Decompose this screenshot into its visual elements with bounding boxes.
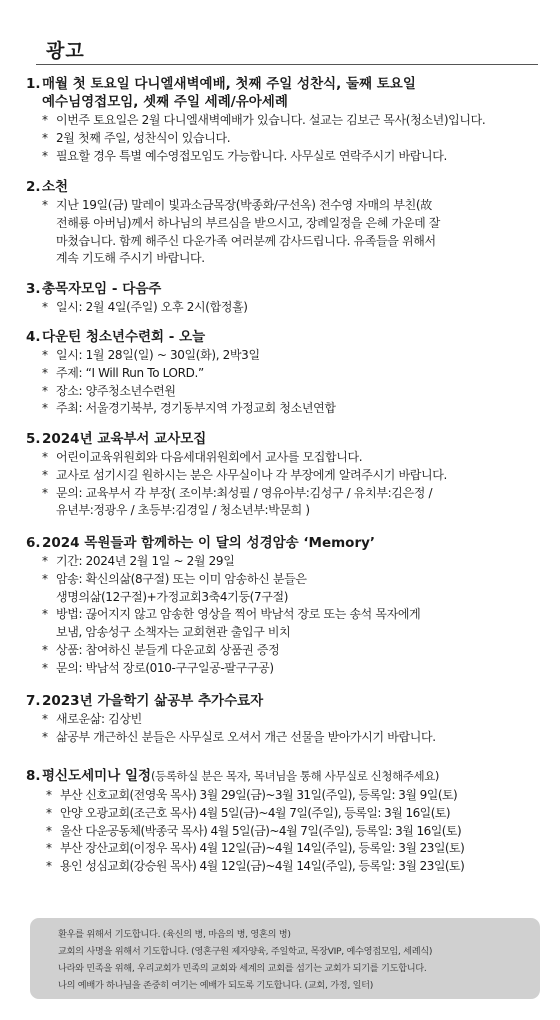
- list-item: [42, 383, 540, 401]
- list-item: [42, 711, 540, 729]
- section-title: 소천: [42, 179, 69, 195]
- list-item: [42, 347, 540, 365]
- section-5: [26, 430, 540, 520]
- item-text: 새로운삶: 김상빈: [56, 712, 142, 726]
- bullet-icon: *: [42, 607, 48, 622]
- item-continuation: 보냄, 암송성구 소책자는 교회현관 출입구 비치: [56, 625, 291, 640]
- item-text: 문의: 박남석 장로(010-구구일공-팔구구공): [56, 660, 274, 675]
- section-title: 총목자모임 - 다음주: [42, 281, 162, 297]
- item-text: 이번주 토요일은 2월 다니엘새벽예배가 있습니다. 설교는 김보근 목사(청소년)입니다.: [56, 113, 486, 127]
- section-1: [26, 75, 540, 165]
- prayer-line: 교회의 사명을 위해서 기도합니다. (영혼구원 제자양육, 주일학교, 목장VIP, 예수영접모임, 세례식): [58, 946, 433, 957]
- item-text: 방법: 끊어지지 않고 암송한 영상을 찍어 박남석 장로 또는 송석 목자에게: [56, 607, 421, 622]
- list-item: [46, 823, 540, 841]
- list-item: [42, 299, 540, 317]
- prayer-line: 나의 예배가 하나님을 존중히 여기는 예배가 되도록 기도합니다. (교회, 가정, 일터): [58, 980, 374, 991]
- section-6: [26, 534, 540, 678]
- section-number: 6.: [26, 535, 41, 551]
- section-number: 1.: [26, 76, 41, 92]
- list-item: [42, 467, 540, 485]
- item-text: 상품: 참여하신 분들게 다운교회 상품권 증정: [56, 642, 280, 657]
- bullet-icon: *: [46, 805, 52, 820]
- list-item: [46, 840, 540, 858]
- bullet-icon: *: [42, 130, 48, 145]
- prayer-line: 환우를 위해서 기도합니다. (육신의 병, 마음의 병, 영혼의 병): [58, 929, 291, 940]
- item-text: 장소: 양주청소년수련원: [56, 383, 176, 398]
- item-text: 필요할 경우 특별 예수영접모임도 가능합니다. 사무실로 연락주시기 바랍니다.: [56, 148, 447, 163]
- item-text: 기간: 2024년 2월 1일 ~ 2월 29일: [56, 554, 235, 568]
- bullet-icon: *: [42, 712, 48, 726]
- item-text: 암송: 확신의삶(8구절) 또는 이미 암송하신 분들은: [56, 571, 307, 586]
- section-2: [26, 178, 540, 268]
- section-number: 2.: [26, 179, 41, 195]
- section-number: 8.: [26, 768, 41, 784]
- section-number: 5.: [26, 431, 41, 447]
- section-3: [26, 280, 540, 317]
- list-item: [42, 130, 540, 148]
- bullet-icon: *: [42, 113, 48, 127]
- item-text: 문의: 교육부서 각 부장( 조이부:최성필 / 영유아부:김성구 / 유치부:김은정 /: [56, 485, 433, 500]
- bullet-icon: *: [42, 571, 48, 586]
- bullet-icon: *: [46, 859, 52, 874]
- item-text: 2월 첫째 주일, 성찬식이 있습니다.: [56, 130, 231, 145]
- item-continuation: 계속 기도해 주시기 바랍니다.: [56, 251, 205, 266]
- bullet-icon: *: [42, 148, 48, 163]
- list-item: [42, 571, 540, 589]
- page-title: 광고: [46, 40, 85, 62]
- item-continuation: 전해룡 아버님)께서 하나님의 부르심을 받으시고, 장례일정을 은혜 가운데 잘: [56, 215, 441, 230]
- item-continuation: 생명의삶(12구절)+가정교회3축4기둥(7구절): [56, 589, 289, 604]
- item-text: 부산 장산교회(이정우 목사) 4월 12일(금)~4월 14일(주일), 등록일: 3월 23일(토): [60, 841, 465, 856]
- section-title: 다운틴 청소년수련회 - 오늘: [42, 329, 206, 345]
- bullet-icon: *: [42, 660, 48, 675]
- section-8: [26, 767, 540, 876]
- section-title: 2024년 교육부서 교사모집: [42, 431, 207, 447]
- list-item: [42, 400, 540, 418]
- item-text: 지난 19일(금) 말레이 빛과소금목장(박종화/구선옥) 전수영 자매의 부친(故: [56, 198, 432, 212]
- section-title-note: (등록하실 분은 목자, 목녀님을 통해 사무실로 신청해주세요): [151, 769, 440, 783]
- section-4: [26, 328, 540, 418]
- section-number: 4.: [26, 329, 41, 345]
- bullet-icon: *: [42, 401, 48, 416]
- list-item: [46, 858, 540, 876]
- section-title: 2024 목원들과 함께하는 이 달의 성경암송 ‘Memory’: [42, 535, 376, 551]
- item-text: 용인 성심교회(강승원 목사) 4월 12일(금)~4월 14일(주일), 등록일: 3월 23일(토): [60, 859, 465, 874]
- bullet-icon: *: [42, 383, 48, 398]
- bullet-icon: *: [42, 485, 48, 500]
- section-7: [26, 692, 540, 747]
- section-title: 2023년 가을학기 삶공부 추가수료자: [42, 693, 264, 709]
- item-text: 안양 오광교회(조근호 목사) 4월 5일(금)~4월 7일(주일), 등록일: 3월 16일(토): [60, 805, 451, 820]
- section-number: 7.: [26, 693, 41, 709]
- section-title-text: 평신도세미나 일정: [42, 768, 152, 784]
- bullet-icon: *: [42, 450, 48, 464]
- list-item: [46, 787, 540, 805]
- list-item: [46, 805, 540, 823]
- item-continuation: 마쳤습니다. 함께 해주신 다운가족 여러분께 감사드립니다. 유족들을 위해서: [56, 233, 436, 248]
- list-item: [42, 642, 540, 660]
- item-text: 주최: 서울경기북부, 경기동부지역 가정교회 청소년연합: [56, 401, 336, 416]
- bullet-icon: *: [42, 300, 48, 314]
- list-item: [42, 112, 540, 130]
- bullet-icon: *: [46, 841, 52, 856]
- item-text: 일시: 2월 4일(주일) 오후 2시(합정홀): [56, 300, 248, 314]
- bullet-icon: *: [46, 823, 52, 838]
- list-item: [42, 660, 540, 678]
- item-text: 울산 다운공동체(박종국 목사) 4월 5일(금)~4월 7일(주일), 등록일: 3월 16일(토): [60, 823, 462, 838]
- item-text: 일시: 1월 28일(일) ~ 30일(화), 2박3일: [56, 348, 260, 362]
- list-item: [42, 197, 540, 215]
- item-text: 삶공부 개근하신 분들은 사무실로 오셔서 개근 선물을 받아가시기 바랍니다.: [56, 729, 436, 744]
- bullet-icon: *: [42, 642, 48, 657]
- item-text: 어린이교육위원회와 다음세대위원회에서 교사를 모집합니다.: [56, 450, 363, 464]
- bullet-icon: *: [42, 348, 48, 362]
- bullet-icon: *: [46, 788, 52, 802]
- list-item: [42, 365, 540, 383]
- bullet-icon: *: [42, 554, 48, 568]
- section-title-line: 예수님영접모임, 셋째 주일 세례/유아세례: [42, 94, 288, 110]
- title-divider: [36, 64, 538, 65]
- section-title: [42, 75, 540, 111]
- item-text: 교사로 섬기시길 원하시는 분은 사무실이나 각 부장에게 알려주시기 바랍니다.: [56, 467, 447, 482]
- bullet-icon: *: [42, 467, 48, 482]
- item-text: 부산 신호교회(전영욱 목사) 3월 29일(금)~3월 31일(주일), 등록일: 3월 9일(토): [60, 788, 458, 802]
- item-text: 주제: “I Will Run To LORD.”: [56, 365, 204, 380]
- prayer-line: 나라와 민족을 위해, 우리교회가 민족의 교회와 세계의 교회를 섬기는 교회가 되기를 기도합니다.: [58, 963, 427, 974]
- bullet-icon: *: [42, 729, 48, 744]
- list-item: [42, 449, 540, 467]
- section-number: 3.: [26, 281, 41, 297]
- section-title: [42, 767, 540, 785]
- list-item: [42, 485, 540, 503]
- bullet-icon: *: [42, 198, 48, 212]
- prayer-box: [30, 918, 540, 999]
- list-item: [42, 729, 540, 747]
- list-item: [42, 606, 540, 624]
- list-item: [42, 553, 540, 571]
- bullet-icon: *: [42, 365, 48, 380]
- list-item: [42, 148, 540, 166]
- section-title-line: 매월 첫 토요일 다니엘새벽예배, 첫째 주일 성찬식, 둘째 토요일: [42, 76, 416, 92]
- item-continuation: 유년부:정광우 / 초등부:김경일 / 청소년부:박문희 ): [56, 503, 310, 518]
